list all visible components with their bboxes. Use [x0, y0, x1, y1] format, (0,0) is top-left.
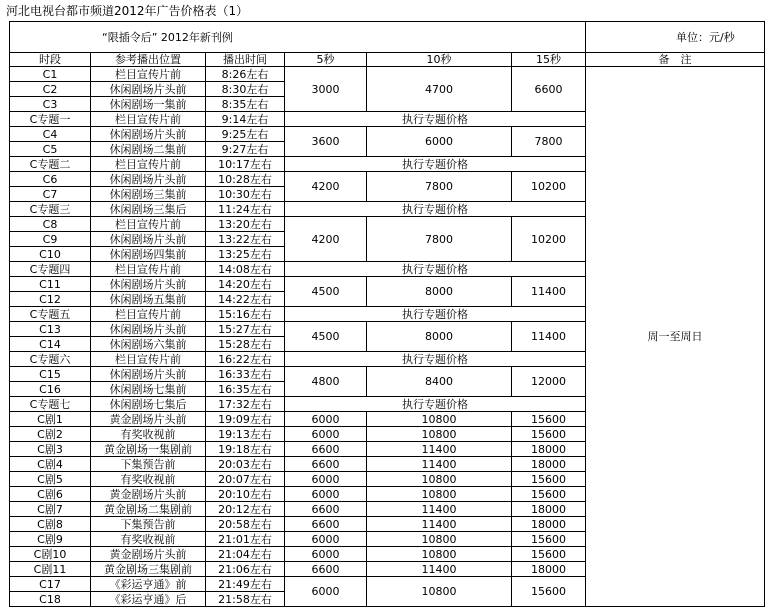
- price-5s-cell: 4800: [285, 367, 367, 397]
- slot-cell: C专题二: [10, 157, 91, 172]
- position-cell: 下集预告前: [91, 457, 206, 472]
- price-15s-cell: 10200: [512, 217, 586, 262]
- price-table-body: [10, 22, 765, 607]
- air-time-cell: 8:30左右: [206, 82, 285, 97]
- table-row: [10, 67, 765, 82]
- price-10s-cell: 8400: [367, 367, 512, 397]
- slot-cell: C专题一: [10, 112, 91, 127]
- price-5s-cell: 6000: [285, 427, 367, 442]
- slot-cell: C7: [10, 187, 91, 202]
- header-10s: 10秒: [367, 53, 512, 67]
- special-price-cell: 执行专题价格: [285, 112, 586, 127]
- position-cell: 栏目宣传片前: [91, 217, 206, 232]
- air-time-cell: 15:16左右: [206, 307, 285, 322]
- slot-cell: C12: [10, 292, 91, 307]
- price-10s-cell: 8000: [367, 277, 512, 307]
- price-5s-cell: 6000: [285, 577, 367, 607]
- air-time-cell: 9:25左右: [206, 127, 285, 142]
- air-time-cell: 21:04左右: [206, 547, 285, 562]
- price-10s-cell: 8000: [367, 322, 512, 352]
- air-time-cell: 11:24左右: [206, 202, 285, 217]
- price-10s-cell: 11400: [367, 502, 512, 517]
- position-cell: 黄金剧场二集剧前: [91, 502, 206, 517]
- position-cell: 下集预告前: [91, 517, 206, 532]
- air-time-cell: 10:30左右: [206, 187, 285, 202]
- price-5s-cell: 4500: [285, 277, 367, 307]
- position-cell: 栏目宣传片前: [91, 307, 206, 322]
- slot-cell: C4: [10, 127, 91, 142]
- position-cell: 栏目宣传片前: [91, 352, 206, 367]
- special-price-cell: 执行专题价格: [285, 352, 586, 367]
- price-10s-cell: 11400: [367, 517, 512, 532]
- air-time-cell: 8:26左右: [206, 67, 285, 82]
- header-15s: 15秒: [512, 53, 586, 67]
- price-10s-cell: 10800: [367, 547, 512, 562]
- header-slot: 时段: [10, 53, 91, 67]
- air-time-cell: 17:32左右: [206, 397, 285, 412]
- price-15s-cell: 15600: [512, 412, 586, 427]
- slot-cell: C9: [10, 232, 91, 247]
- slot-cell: C专题五: [10, 307, 91, 322]
- air-time-cell: 19:18左右: [206, 442, 285, 457]
- position-cell: 黄金剧场三集剧前: [91, 562, 206, 577]
- air-time-cell: 15:28左右: [206, 337, 285, 352]
- header-air-time: 播出时间: [206, 53, 285, 67]
- position-cell: 有奖收视前: [91, 532, 206, 547]
- air-time-cell: 19:09左右: [206, 412, 285, 427]
- price-15s-cell: 15600: [512, 472, 586, 487]
- special-price-cell: 执行专题价格: [285, 397, 586, 412]
- position-cell: 休闲剧场片头前: [91, 277, 206, 292]
- slot-cell: C11: [10, 277, 91, 292]
- position-cell: 休闲剧场七集前: [91, 382, 206, 397]
- slot-cell: C17: [10, 577, 91, 592]
- position-cell: 黄金剧场片头前: [91, 487, 206, 502]
- table-subtitle: “限插令后” 2012年新刊例: [10, 22, 586, 53]
- price-5s-cell: 6000: [285, 532, 367, 547]
- position-cell: 有奖收视前: [91, 472, 206, 487]
- slot-cell: C剧7: [10, 502, 91, 517]
- header-5s: 5秒: [285, 53, 367, 67]
- slot-cell: C专题三: [10, 202, 91, 217]
- price-15s-cell: 15600: [512, 427, 586, 442]
- air-time-cell: 20:07左右: [206, 472, 285, 487]
- remarks-cell: 周一至周日: [586, 67, 765, 607]
- slot-cell: C2: [10, 82, 91, 97]
- position-cell: 休闲剧场片头前: [91, 232, 206, 247]
- position-cell: 栏目宣传片前: [91, 157, 206, 172]
- slot-cell: C6: [10, 172, 91, 187]
- price-5s-cell: 6000: [285, 412, 367, 427]
- position-cell: 休闲剧场一集前: [91, 97, 206, 112]
- price-5s-cell: 3000: [285, 67, 367, 112]
- special-price-cell: 执行专题价格: [285, 307, 586, 322]
- slot-cell: C8: [10, 217, 91, 232]
- slot-cell: C15: [10, 367, 91, 382]
- air-time-cell: 14:08左右: [206, 262, 285, 277]
- price-5s-cell: 4500: [285, 322, 367, 352]
- column-header-row: [10, 53, 765, 67]
- price-15s-cell: 15600: [512, 532, 586, 547]
- air-time-cell: 13:20左右: [206, 217, 285, 232]
- slot-cell: C14: [10, 337, 91, 352]
- price-10s-cell: 10800: [367, 412, 512, 427]
- price-15s-cell: 6600: [512, 67, 586, 112]
- unit-label: 单位：元/秒: [586, 22, 765, 53]
- special-price-cell: 执行专题价格: [285, 202, 586, 217]
- air-time-cell: 19:13左右: [206, 427, 285, 442]
- price-15s-cell: 18000: [512, 562, 586, 577]
- air-time-cell: 20:03左右: [206, 457, 285, 472]
- air-time-cell: 16:22左右: [206, 352, 285, 367]
- price-10s-cell: 11400: [367, 442, 512, 457]
- position-cell: 《彩运亨通》前: [91, 577, 206, 592]
- price-5s-cell: 3600: [285, 127, 367, 157]
- price-10s-cell: 7800: [367, 217, 512, 262]
- air-time-cell: 21:58左右: [206, 592, 285, 607]
- slot-cell: C剧2: [10, 427, 91, 442]
- special-price-cell: 执行专题价格: [285, 157, 586, 172]
- price-10s-cell: 4700: [367, 67, 512, 112]
- air-time-cell: 20:12左右: [206, 502, 285, 517]
- air-time-cell: 8:35左右: [206, 97, 285, 112]
- price-5s-cell: 6000: [285, 487, 367, 502]
- slot-cell: C剧11: [10, 562, 91, 577]
- position-cell: 休闲剧场片头前: [91, 367, 206, 382]
- slot-cell: C剧1: [10, 412, 91, 427]
- price-15s-cell: 15600: [512, 577, 586, 607]
- position-cell: 休闲剧场七集后: [91, 397, 206, 412]
- slot-cell: C专题七: [10, 397, 91, 412]
- slot-cell: C剧6: [10, 487, 91, 502]
- price-15s-cell: 15600: [512, 547, 586, 562]
- position-cell: 休闲剧场片头前: [91, 127, 206, 142]
- price-5s-cell: 6600: [285, 502, 367, 517]
- price-5s-cell: 6600: [285, 457, 367, 472]
- price-5s-cell: 6600: [285, 442, 367, 457]
- position-cell: 休闲剧场片头前: [91, 82, 206, 97]
- price-15s-cell: 11400: [512, 322, 586, 352]
- slot-cell: C18: [10, 592, 91, 607]
- slot-cell: C剧10: [10, 547, 91, 562]
- position-cell: 黄金剧场片头前: [91, 412, 206, 427]
- air-time-cell: 13:22左右: [206, 232, 285, 247]
- header-position: 参考播出位置: [91, 53, 206, 67]
- position-cell: 休闲剧场片头前: [91, 322, 206, 337]
- price-15s-cell: 11400: [512, 277, 586, 307]
- slot-cell: C10: [10, 247, 91, 262]
- price-10s-cell: 10800: [367, 487, 512, 502]
- price-10s-cell: 10800: [367, 427, 512, 442]
- air-time-cell: 16:35左右: [206, 382, 285, 397]
- price-table: [9, 21, 765, 607]
- air-time-cell: 10:17左右: [206, 157, 285, 172]
- slot-cell: C13: [10, 322, 91, 337]
- position-cell: 休闲剧场三集前: [91, 187, 206, 202]
- air-time-cell: 13:25左右: [206, 247, 285, 262]
- price-5s-cell: 6000: [285, 472, 367, 487]
- price-10s-cell: 11400: [367, 562, 512, 577]
- slot-cell: C3: [10, 97, 91, 112]
- air-time-cell: 16:33左右: [206, 367, 285, 382]
- table-banner-row: [10, 22, 765, 53]
- price-10s-cell: 11400: [367, 457, 512, 472]
- position-cell: 休闲剧场五集前: [91, 292, 206, 307]
- air-time-cell: 9:14左右: [206, 112, 285, 127]
- position-cell: 休闲剧场二集前: [91, 142, 206, 157]
- position-cell: 黄金剧场片头前: [91, 547, 206, 562]
- price-5s-cell: 4200: [285, 217, 367, 262]
- price-15s-cell: 18000: [512, 517, 586, 532]
- price-10s-cell: 6000: [367, 127, 512, 157]
- price-10s-cell: 10800: [367, 577, 512, 607]
- price-15s-cell: 10200: [512, 172, 586, 202]
- slot-cell: C剧8: [10, 517, 91, 532]
- position-cell: 休闲剧场六集前: [91, 337, 206, 352]
- slot-cell: C剧4: [10, 457, 91, 472]
- air-time-cell: 21:06左右: [206, 562, 285, 577]
- position-cell: 休闲剧场三集后: [91, 202, 206, 217]
- slot-cell: C16: [10, 382, 91, 397]
- position-cell: 休闲剧场四集前: [91, 247, 206, 262]
- slot-cell: C剧9: [10, 532, 91, 547]
- air-time-cell: 21:49左右: [206, 577, 285, 592]
- price-15s-cell: 18000: [512, 457, 586, 472]
- slot-cell: C专题六: [10, 352, 91, 367]
- price-15s-cell: 12000: [512, 367, 586, 397]
- price-5s-cell: 6000: [285, 547, 367, 562]
- air-time-cell: 10:28左右: [206, 172, 285, 187]
- position-cell: 休闲剧场片头前: [91, 172, 206, 187]
- position-cell: 栏目宣传片前: [91, 112, 206, 127]
- price-10s-cell: 10800: [367, 472, 512, 487]
- price-15s-cell: 18000: [512, 502, 586, 517]
- slot-cell: C5: [10, 142, 91, 157]
- price-5s-cell: 6600: [285, 562, 367, 577]
- air-time-cell: 9:27左右: [206, 142, 285, 157]
- position-cell: 《彩运亨通》后: [91, 592, 206, 607]
- price-15s-cell: 7800: [512, 127, 586, 157]
- slot-cell: C1: [10, 67, 91, 82]
- position-cell: 有奖收视前: [91, 427, 206, 442]
- slot-cell: C专题四: [10, 262, 91, 277]
- document-title: 河北电视台都市频道2012年广告价格表（1）: [6, 4, 249, 18]
- price-15s-cell: 15600: [512, 487, 586, 502]
- air-time-cell: 14:20左右: [206, 277, 285, 292]
- air-time-cell: 20:58左右: [206, 517, 285, 532]
- special-price-cell: 执行专题价格: [285, 262, 586, 277]
- position-cell: 栏目宣传片前: [91, 67, 206, 82]
- header-remarks: 备 注: [586, 53, 765, 67]
- air-time-cell: 15:27左右: [206, 322, 285, 337]
- price-15s-cell: 18000: [512, 442, 586, 457]
- position-cell: 黄金剧场一集剧前: [91, 442, 206, 457]
- price-5s-cell: 4200: [285, 172, 367, 202]
- air-time-cell: 14:22左右: [206, 292, 285, 307]
- position-cell: 栏目宣传片前: [91, 262, 206, 277]
- air-time-cell: 20:10左右: [206, 487, 285, 502]
- air-time-cell: 21:01左右: [206, 532, 285, 547]
- price-10s-cell: 10800: [367, 532, 512, 547]
- price-10s-cell: 7800: [367, 172, 512, 202]
- slot-cell: C剧5: [10, 472, 91, 487]
- slot-cell: C剧3: [10, 442, 91, 457]
- price-5s-cell: 6600: [285, 517, 367, 532]
